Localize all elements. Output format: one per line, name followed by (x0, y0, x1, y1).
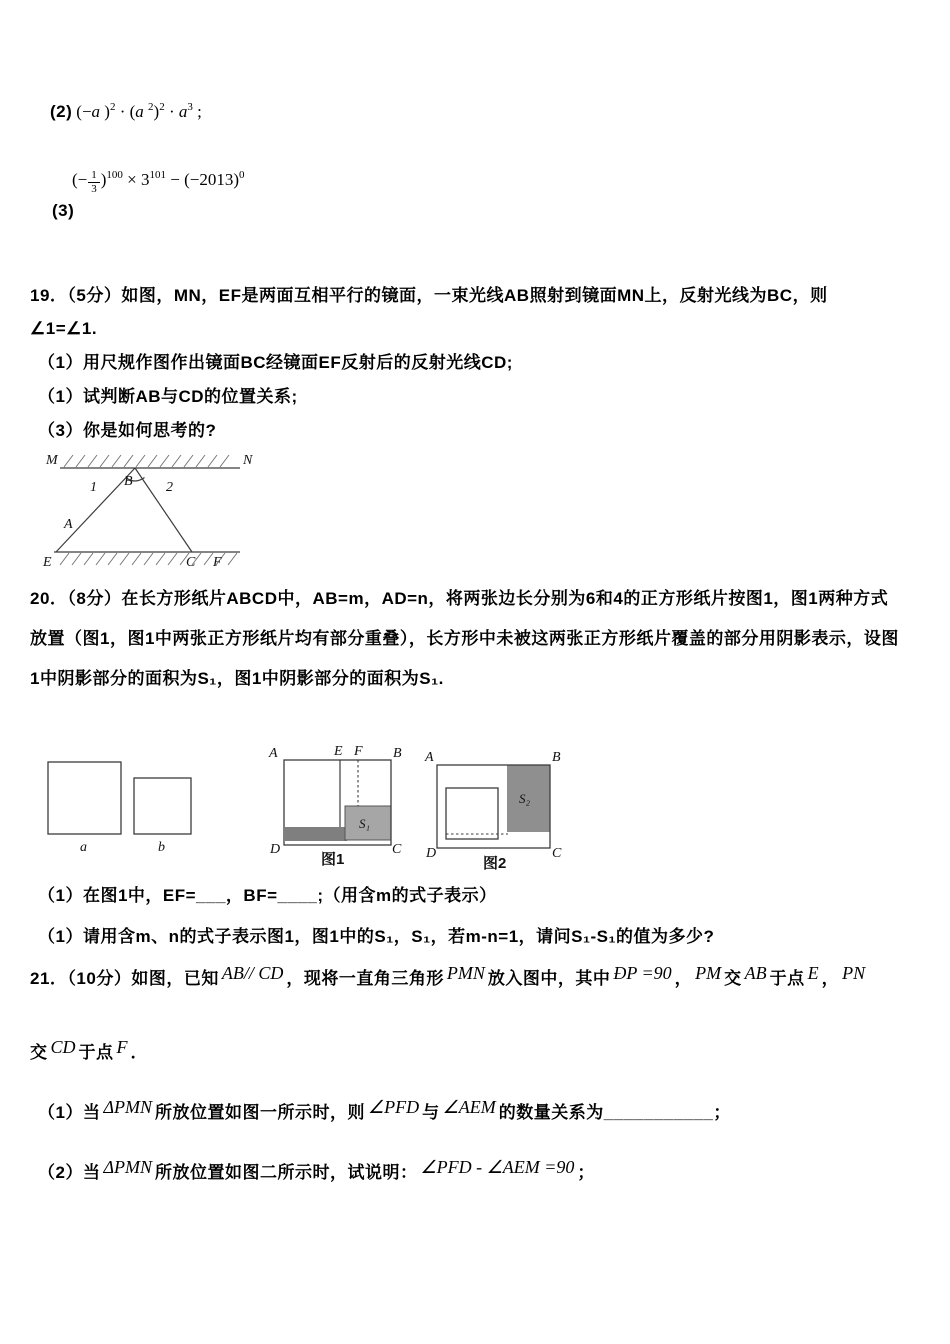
fig1-label-f: F (354, 744, 363, 759)
question-20-title-cont-2: 1中阴影部分的面积为S₁，图1中阴影部分的面积为S₁. (30, 669, 444, 688)
label-e: E (43, 555, 52, 570)
label-f: F (213, 555, 222, 570)
q19-mirror-figure (40, 448, 270, 573)
fig2-label-c: C (552, 846, 562, 861)
square-b (134, 778, 191, 834)
fig2-label-a: A (425, 750, 434, 765)
formula-2-expression: (−a )$^2$ · (a $^2)^2 \cdot a^3$ ; (76, 101, 202, 121)
q20-figure-1 (266, 742, 406, 867)
label-angle-2: 2 (166, 480, 173, 495)
label-square-b: b (158, 840, 165, 855)
label-angle-1: 1 (90, 480, 97, 495)
question-20-part-2: （1）请用含m、n的式子表示图1，图1中的S₁，S₁，若m-n=1，请问S₁-S₁的值为多少? (38, 927, 715, 946)
fig1-label-e: E (334, 744, 343, 759)
question-20-title-cont-1: 放置（图1，图1中两张正方形纸片均有部分重叠），长方形中未被这两张正方形纸片覆盖的部分用阴影表示，设图 (30, 629, 899, 648)
mirror-ef-hatching (60, 553, 237, 565)
fig1-label-s1: S₁ (359, 816, 371, 831)
question-21-part-1: （1）当 ΔPMN 所放位置如图一所示时，则 ∠PFD 与 ∠AEM 的数量关系为___________； (38, 1097, 731, 1122)
question-19-part-3: （3）你是如何思考的? (38, 421, 217, 440)
square-a (48, 762, 121, 834)
question-19-title: 19．（5分）如图，MN，EF是两面互相平行的镜面，一束光线AB照射到镜面MN上，反射光线为BC，则 (30, 286, 828, 305)
formula-2-label: (2) (50, 102, 73, 121)
label-b: B (124, 474, 133, 489)
q20-squares-figure (42, 756, 202, 856)
mirror-mn-hatching (64, 455, 229, 467)
q20-figure-2 (423, 746, 563, 871)
label-c: C (186, 555, 196, 570)
reflected-ray-bc (135, 468, 192, 552)
fig1-shaded-strip (285, 827, 347, 841)
label-n: N (243, 453, 253, 468)
formula-3-label: (3) (52, 201, 75, 220)
question-21-title-cont: 交 CD 于点 F ． (30, 1037, 149, 1062)
formula-2-line (50, 100, 202, 124)
label-a: A (64, 517, 73, 532)
question-20-title: 20．（8分）在长方形纸片ABCD中，AB=m，AD=n，将两张边长分别为6和4的正方形纸片按图1，图1两种方式 (30, 589, 889, 608)
question-21-part-2: （2）当 ΔPMN 所放位置如图二所示时，试说明： ∠PFD - ∠AEM =90 ； (38, 1157, 595, 1182)
fig1-label-b: B (393, 746, 402, 761)
fig1-label-a: A (269, 746, 278, 761)
label-m: M (46, 453, 58, 468)
fig1-label-c: C (392, 842, 402, 857)
formula-3-expression: (− $\frac{1}{3}$ )$^{100} \times 3^{101} - (-2013)^0$ (72, 169, 245, 195)
fig2-caption: 图2 (483, 855, 507, 871)
question-19-title-cont: ∠1=∠1. (30, 319, 98, 338)
question-19-part-1: （1）用尺规作图作出镜面BC经镜面EF反射后的反射光线CD; (38, 353, 513, 372)
question-19-part-2: （1）试判断AB与CD的位置关系; (38, 387, 298, 406)
fig2-label-b: B (552, 750, 561, 765)
question-20-part-1: （1）在图1中，EF=___，BF=____;（用含m的式子表示） (38, 886, 497, 905)
question-21-title: 21．（10分）如图，已知 AB// CD ，现将一直角三角形 PMN 放入图中，其中 ĐP =90 ， PM 交 AB 于点 E ， PN (30, 963, 866, 988)
fig1-label-d: D (270, 842, 281, 857)
fig2-label-s2: S₂ (519, 791, 531, 806)
fig1-caption: 图1 (321, 851, 345, 867)
label-square-a: a (80, 840, 87, 855)
fig2-label-d: D (426, 846, 437, 861)
fig2-inner-square (446, 788, 498, 839)
